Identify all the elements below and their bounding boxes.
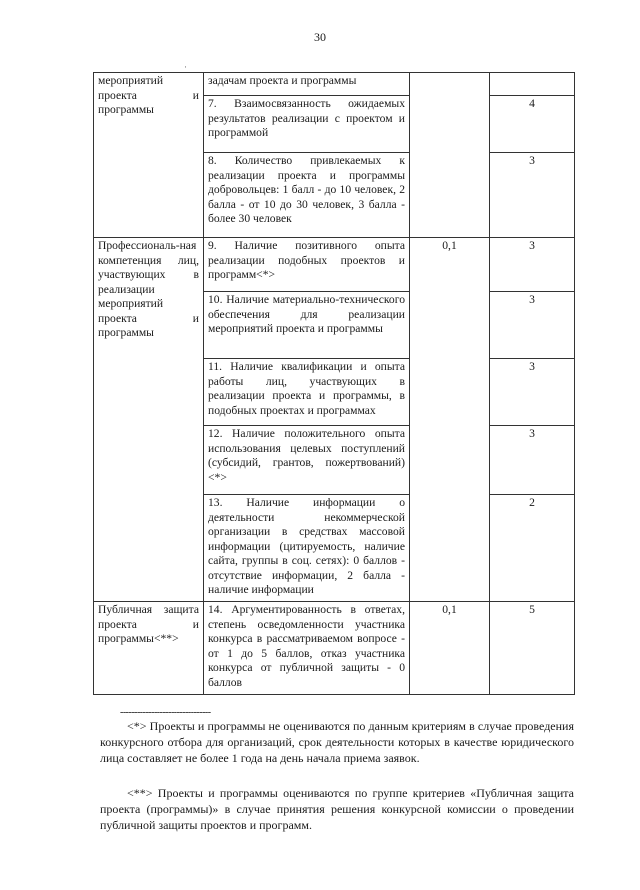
table-row bbox=[94, 238, 575, 292]
score-cell: 2 bbox=[490, 495, 575, 602]
criterion-cell: 14. Аргументированность в ответах, степень осведомленности участника конкурса в рассматриваемом вопросе - от 1 до 5 баллов, отказ участника конкурса от публичной защиты - 0 баллов bbox=[204, 602, 410, 695]
score-cell: 3 bbox=[490, 238, 575, 292]
criterion-cell: 10. Наличие материально-технического обеспечения для реализации мероприятий проекта и программы bbox=[204, 292, 410, 359]
group-cell: Профессиональ-ная компетенция лиц, участвующих в реализации мероприятий проекта и программы bbox=[94, 238, 204, 602]
score-cell: 3 bbox=[490, 153, 575, 238]
criterion-cell: 9. Наличие позитивного опыта реализации подобных проектов и программ<*> bbox=[204, 238, 410, 292]
table-row bbox=[94, 73, 575, 96]
group-cell: Публичная защита проекта и программы<**> bbox=[94, 602, 204, 695]
footnote-separator: -------------------------------- bbox=[120, 707, 211, 718]
table-row bbox=[94, 602, 575, 695]
criteria-table bbox=[93, 72, 575, 695]
criterion-cell: 11. Наличие квалификации и опыта работы лиц, участвующих в реализации проекта и программы, в подобных проектах и программах bbox=[204, 359, 410, 426]
scan-speck: · bbox=[184, 62, 187, 72]
score-cell bbox=[490, 73, 575, 96]
score-cell: 4 bbox=[490, 96, 575, 153]
score-cell: 3 bbox=[490, 359, 575, 426]
group-cell: мероприятий проекта и программы bbox=[94, 73, 204, 238]
criterion-cell: 8. Количество привлекаемых к реализации проекта и программы добровольцев: 1 балл - до 10 человек, 2 балла - от 10 до 30 человек, 3 балла - более 30 человек bbox=[204, 153, 410, 238]
score-cell: 3 bbox=[490, 292, 575, 359]
score-cell: 5 bbox=[490, 602, 575, 695]
weight-cell: 0,1 bbox=[410, 602, 490, 695]
criterion-cell: 7. Взаимосвязанность ожидаемых результатов реализации с проектом и программой bbox=[204, 96, 410, 153]
criterion-cell: задачам проекта и программы bbox=[204, 73, 410, 96]
score-cell: 3 bbox=[490, 426, 575, 495]
weight-cell bbox=[410, 73, 490, 238]
weight-cell: 0,1 bbox=[410, 238, 490, 602]
page-number: 30 bbox=[314, 30, 326, 44]
footnote-1: <*> Проекты и программы не оцениваются по данным критериям в случае проведения конкурсного отбора для организаций, срок деятельности которых в качестве юридического лица составляет не более 1 года на день начала приема заявок. bbox=[100, 719, 574, 765]
footnote-2: <**> Проекты и программы оцениваются по группе критериев «Публичная защита проекта (программы)» в случае принятия решения конкурсной комиссии о проведении публичной защиты проектов и программ. bbox=[100, 786, 574, 832]
criterion-cell: 13. Наличие информации о деятельности некоммерческой организации в средствах массовой информации (цитируемость, наличие сайта, группы в соц. сетях): 0 баллов - отсутствие информации, 2 балла - наличие информации bbox=[204, 495, 410, 602]
criterion-cell: 12. Наличие положительного опыта использования целевых поступлений (субсидий, грантов, пожертвований)<*> bbox=[204, 426, 410, 495]
